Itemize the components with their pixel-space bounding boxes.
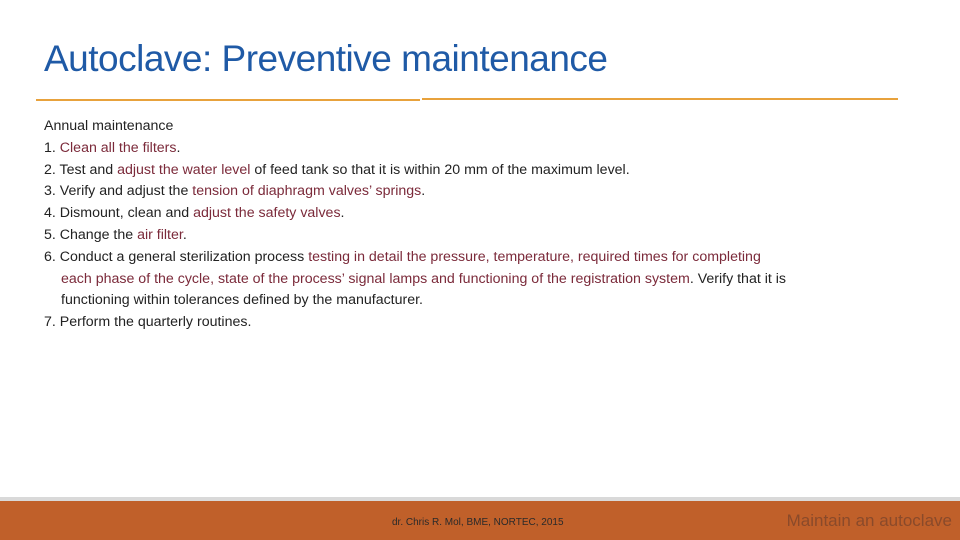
footer-topic: Maintain an autoclave [786,511,952,530]
list-item: 1. Clean all the filters. [44,139,181,156]
list-item: 4. Dismount, clean and adjust the safety valves. [44,205,345,222]
list-item: 7. Perform the quarterly routines. [44,314,252,331]
list-item-continuation: each phase of the cycle, state of the process’ signal lamps and functioning of the registration system. Verify that it is [61,270,787,287]
highlight-text: each phase of the cycle, state of the process’ signal lamps and functioning of the registration system [61,270,690,287]
highlight-text: air filter [137,226,183,243]
list-item: 3. Verify and adjust the tension of diaphragm valves’ springs. [44,183,426,200]
list-item: 5. Change the air filter. [44,226,187,243]
highlight-text: Clean all the filters [59,139,177,156]
list-item-continuation: functioning within tolerances defined by the manufacturer. [61,292,424,309]
slide-title: Autoclave: Preventive maintenance [44,38,608,79]
section-heading: Annual maintenance [44,118,174,134]
slide-body [44,116,914,334]
list-item: 6. Conduct a general sterilization process testing in detail the pressure, temperature, required times for completing [44,248,761,265]
title-divider-right [422,98,898,100]
title-divider-left [36,99,420,101]
footer-credit: dr. Chris R. Mol, BME, NORTEC, 2015 [392,517,564,528]
highlight-text: adjust the water level [117,161,251,178]
highlight-text: testing in detail the pressure, temperature, required times for completing [308,248,761,265]
list-item: 2. Test and adjust the water level of feed tank so that it is within 20 mm of the maximum level. [44,161,630,178]
highlight-text: tension of diaphragm valves’ springs [192,183,422,200]
highlight-text: adjust the safety valves [193,205,341,222]
